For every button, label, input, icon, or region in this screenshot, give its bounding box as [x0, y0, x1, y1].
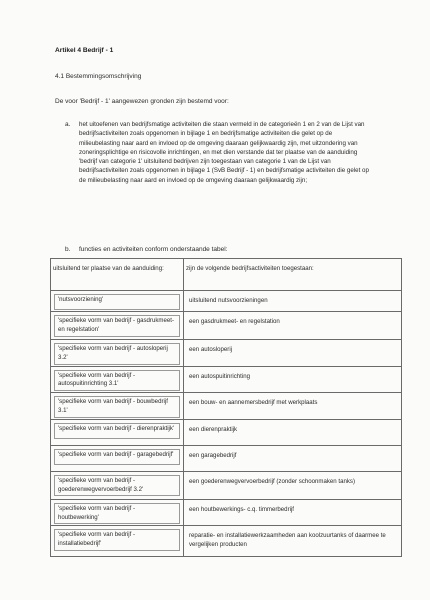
table-cell-aanduiding: [51, 419, 184, 445]
table-header-row: [51, 259, 402, 291]
activiteit-text: een bouw- en aannemersbedrijf met werkplaats: [189, 399, 318, 407]
aanduiding-text: 'specifieke vorm van bedrijf - bouwbedrijf 3.1': [54, 396, 180, 418]
list-item-b-text: functies en activiteiten conform onderstaande tabel:: [79, 246, 228, 253]
table-cell-activiteit: [184, 499, 402, 526]
activiteit-text: een goederenwegvervoerbedrijf (zonder schoonmaken tanks): [189, 477, 355, 485]
table-cell-aanduiding: [51, 445, 184, 471]
table-cell-activiteit: [184, 393, 402, 420]
table-cell-activiteit: [184, 471, 402, 499]
functions-table: [50, 258, 402, 557]
activiteit-text: een gasdrukmeet- en regelstation: [189, 318, 280, 325]
table-row: [51, 312, 402, 340]
header-label-aanduiding: uitsluitend ter plaatse van de aanduiding:: [53, 265, 164, 272]
aanduiding-text: 'specifieke vorm van bedrijf - installatiebedrijf': [54, 529, 180, 551]
aanduiding-text: 'specifieke vorm van bedrijf - houtbewerking': [54, 503, 180, 525]
list-marker-b: b.: [65, 246, 71, 253]
article-title: Artikel 4 Bedrijf - 1: [55, 47, 114, 54]
table-cell-aanduiding: [51, 340, 184, 367]
table-cell-aanduiding: [51, 291, 184, 312]
aanduiding-text: 'specifieke vorm van bedrijf - gasdrukmeet- en regelstation': [54, 315, 180, 337]
table-cell-aanduiding: [51, 366, 184, 393]
table-row: [51, 445, 402, 471]
header-label-activiteit: zijn de volgende bedrijfsactiviteiten toegestaan:: [186, 265, 314, 272]
aanduiding-text: 'specifieke vorm van bedrijf - goederenwegvervoerbedrijf 3.2': [54, 475, 180, 497]
table-cell-activiteit: [184, 340, 402, 367]
aanduiding-text: 'nutsvoorziening': [54, 294, 180, 310]
aanduiding-text: 'specifieke vorm van bedrijf - dierenpraktijk': [54, 423, 180, 439]
table-header-cell-aanduiding: [51, 259, 184, 291]
activiteit-text: een autospuitinrichting: [189, 372, 250, 380]
table-row: [51, 526, 402, 557]
activiteit-text: een dierenpraktijk: [189, 425, 238, 433]
table-cell-activiteit: [184, 291, 402, 312]
table-cell-aanduiding: [51, 471, 184, 499]
activiteit-text: uitsluitend nutsvoorzieningen: [189, 297, 268, 304]
table-row: [51, 471, 402, 499]
intro-paragraph: De voor 'Bedrijf - 1' aangewezen gronden zijn bestemd voor:: [55, 98, 229, 105]
table-cell-activiteit: [184, 419, 402, 445]
table-row: [51, 366, 402, 393]
table-cell-aanduiding: [51, 499, 184, 526]
table-cell-activiteit: [184, 312, 402, 340]
activiteit-text: een houtbewerkings- c.q. timmerbedrijf: [189, 505, 294, 513]
table-cell-activiteit: [184, 445, 402, 471]
aanduiding-text: 'specifieke vorm van bedrijf - garagebedrijf': [54, 449, 180, 465]
table-header-cell-activiteit: [184, 259, 402, 291]
table-cell-aanduiding: [51, 393, 184, 420]
table-cell-aanduiding: [51, 526, 184, 557]
table-row: [51, 499, 402, 526]
table-row: [51, 393, 402, 420]
list-marker-a: a.: [65, 121, 71, 128]
aanduiding-text: 'specifieke vorm van bedrijf - autosloperij 3.2': [54, 343, 180, 365]
activiteit-text: reparatie- en installatiewerkzaamheden aan koolzuurtanks of daarmee te vergelijken producten: [189, 532, 386, 549]
table-row: [51, 340, 402, 367]
list-item-a-text: het uitoefenen van bedrijfsmatige activiteiten die staan vermeld in de categorieën 1 en 2 van de Lijst van bedrijfsactiviteiten zoals opgenomen in bijlage 1 en bedrijfsmatige activiteiten die gelet op de milieubelasting naar aard en invloed op de omgeving daaraan gelijkwaardig zijn, met uitzondering van zoneringsplichtige en risicovolle inrichtingen, en met dien verstande dat ter plaatse van de aanduiding 'bedrijf van categorie 1' uitsluitend bedrijven zijn toegestaan van categorie 1 van de Lijst van bedrijfsactiviteiten zoals opgenomen in bijlage 1 (SvB Bedrijf - 1) en bedrijfsmatige activiteiten die gelet op de milieubelasting naar aard en invloed op de omgeving daaraan gelijkwaardig zijn;: [79, 121, 369, 184]
table-cell-activiteit: [184, 526, 402, 557]
activiteit-text: een autosloperij: [189, 346, 233, 353]
table-row: [51, 419, 402, 445]
aanduiding-text: 'specifieke vorm van bedrijf - autospuitinrichting 3.1': [54, 370, 180, 392]
table-cell-aanduiding: [51, 312, 184, 340]
section-subtitle: 4.1 Bestemmingsomschrijving: [55, 73, 142, 80]
activiteit-text: een garagebedrijf: [189, 451, 237, 459]
table-cell-activiteit: [184, 366, 402, 393]
table-row: [51, 291, 402, 312]
